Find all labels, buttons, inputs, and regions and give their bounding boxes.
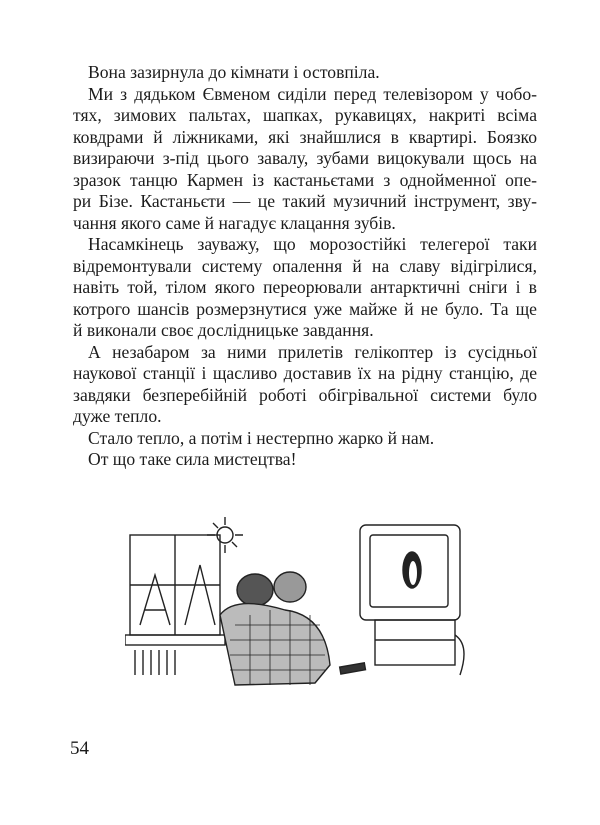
text-line: відремонтували систему опалення й на славу відігрілися, xyxy=(73,255,537,276)
text-line: навіть той, тілом якого переорювали антарктичні сніги і в xyxy=(73,277,537,297)
text-line: ри Бізе. Кастаньєти — це такий музичний інструмент, зву- xyxy=(73,191,537,211)
text-line: Стало тепло, а потім і нестерпно жарко й нам. xyxy=(88,427,435,448)
window-icon xyxy=(125,535,225,645)
text-line: котрого шансів розмерзнутися уже майже й не було. Та ще xyxy=(73,298,537,319)
text-line: тях, зимових пальтах, шапках, рукавицях, накриті всіма xyxy=(73,105,537,125)
text-line: наукової станції і щасливо доставив їх на рідну станцію, де xyxy=(73,363,537,383)
sun-rays-icon xyxy=(207,517,243,553)
text-line: завдяки безперебійній роботі обігрівальної системи було xyxy=(73,384,537,405)
illustration-people-watching-tv xyxy=(125,515,470,690)
tv-icon xyxy=(360,525,464,675)
text-line: визираючи з-під цього завалу, зубами вицокували щось на xyxy=(73,148,537,168)
text-line: От що таке сила мистецтва! xyxy=(88,449,297,469)
radiator-icon xyxy=(135,650,175,675)
remote-control-icon xyxy=(340,663,366,674)
page-number: 54 xyxy=(70,738,89,759)
text-line: Ми з дядьком Євменом сиділи перед телевізором у чобо- xyxy=(88,83,537,104)
text-line: дуже тепло. xyxy=(73,406,162,426)
text-line: ковдрами й ліжниками, які знайшлися в квартирі. Боязко xyxy=(73,126,537,147)
text-line: зразок танцю Кармен із кастаньєтами з однойменної опе- xyxy=(73,169,537,190)
text-line: А незабаром за ними прилетів гелікоптер із сусідньої xyxy=(88,341,537,362)
text-line: Насамкінець зауважу, що морозостійкі телегерої таки xyxy=(88,234,537,254)
text-line: Вона зазирнула до кімнати і остовпіла. xyxy=(88,62,380,82)
text-line: чання якого саме й нагадує клацання зубів. xyxy=(73,212,396,233)
text-line: й виконали своє дослідницьке завдання. xyxy=(73,320,374,340)
body-text xyxy=(73,62,537,471)
people-under-blanket-icon xyxy=(220,572,330,685)
